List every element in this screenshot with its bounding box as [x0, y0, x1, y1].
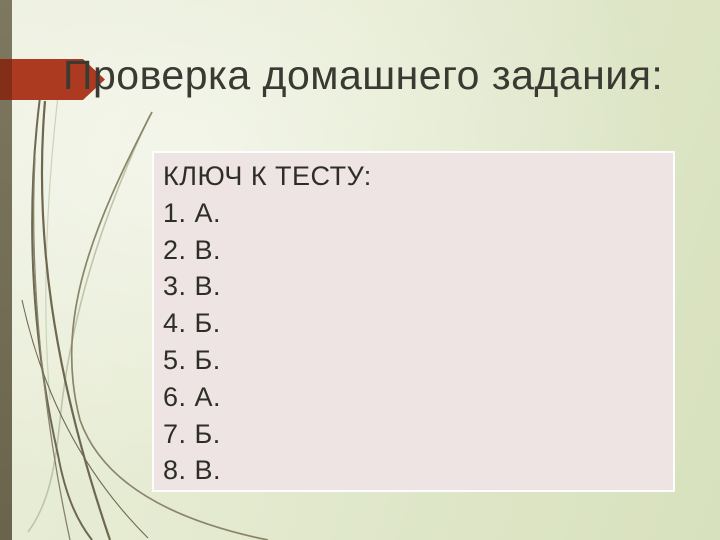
answer-key-heading: КЛЮЧ К ТЕСТУ: — [163, 161, 372, 191]
answer-line-1: 1. А. — [163, 197, 222, 228]
answer-line-5: 5. Б. — [163, 344, 221, 375]
answer-line-8: 8. В. — [163, 455, 222, 486]
answer-line-7: 7. Б. — [163, 418, 221, 449]
answer-line-2: 2. В. — [163, 234, 222, 265]
slide-title: Проверка домашнего задания: — [63, 52, 664, 98]
answer-key-box — [152, 151, 675, 492]
answer-line-3: 3. В. — [163, 271, 222, 302]
answer-line-4: 4. Б. — [163, 308, 221, 339]
answer-line-6: 6. А. — [163, 381, 222, 412]
